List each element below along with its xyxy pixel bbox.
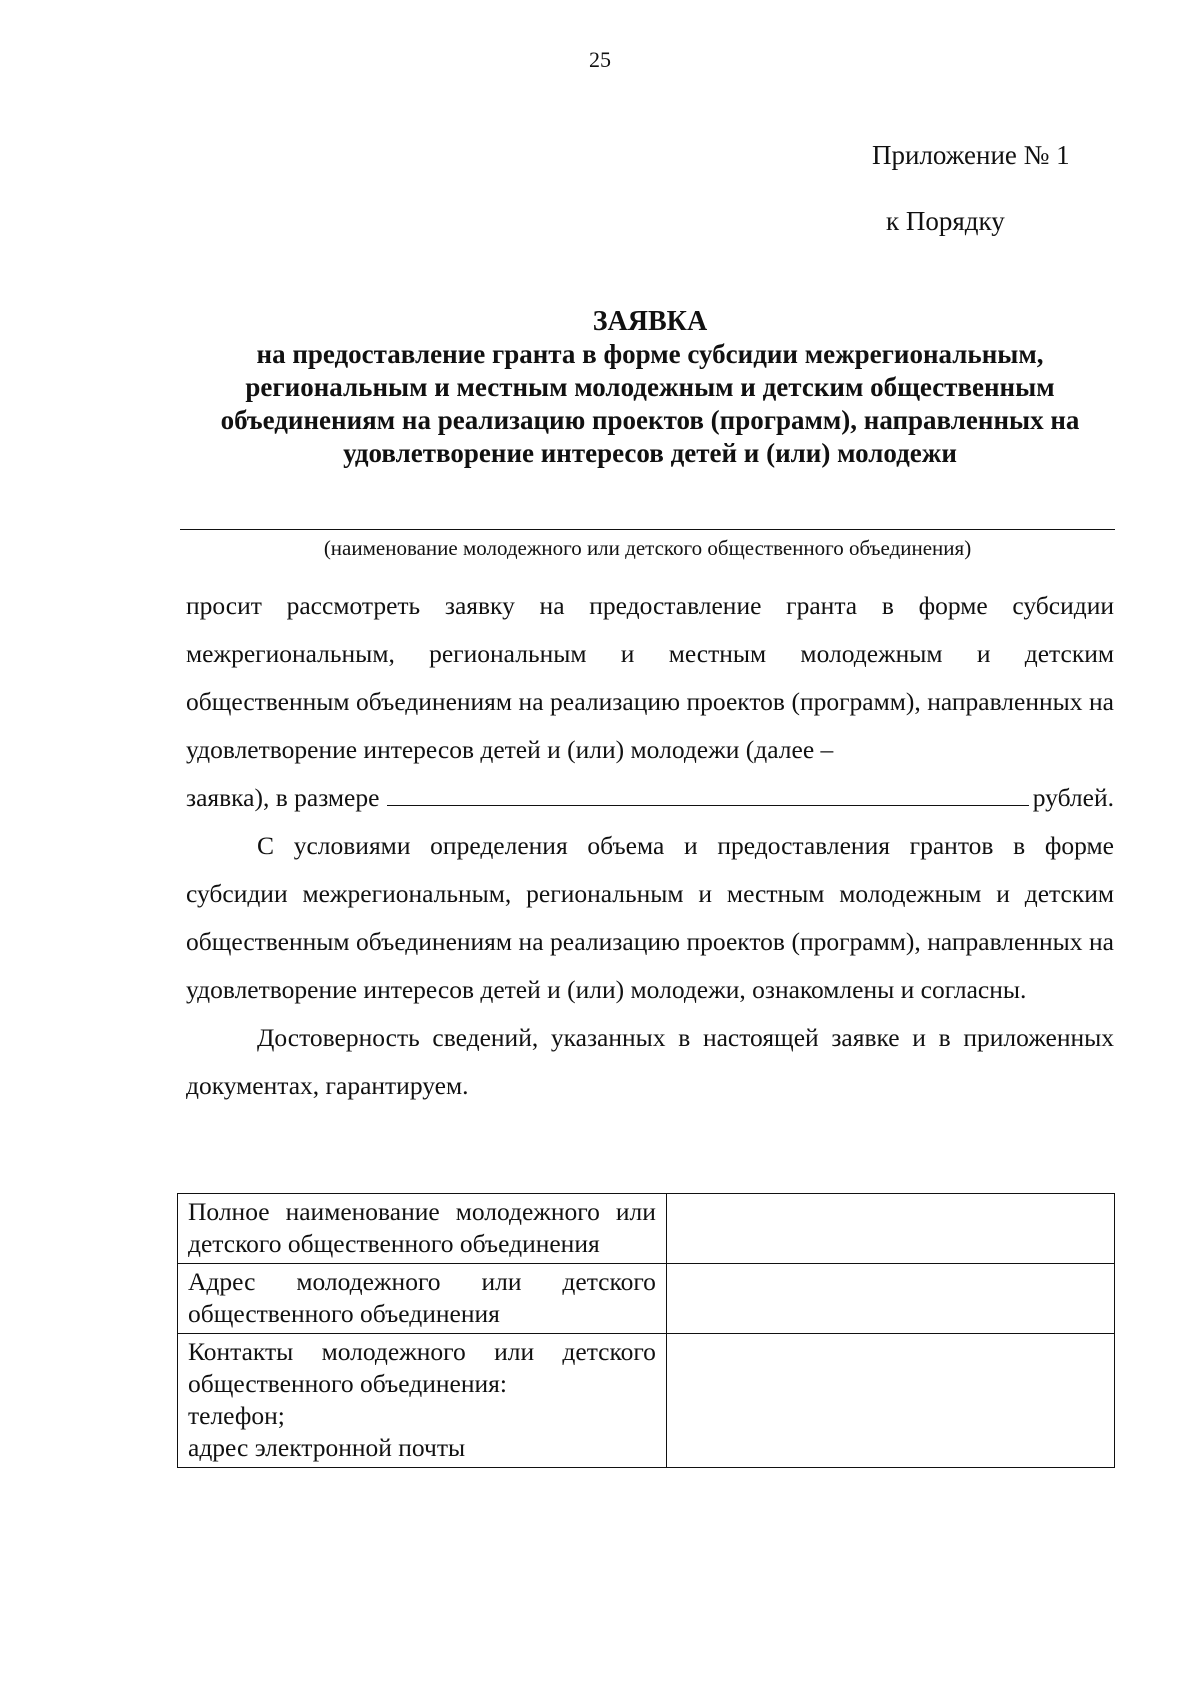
document-title-line-1: на предоставление гранта в форме субсидии межрегиональным, [256, 339, 1044, 369]
table-cell-value [666, 1334, 1114, 1468]
body-text [186, 582, 1114, 1110]
amount-suffix: рублей. [1032, 783, 1114, 812]
conditions-paragraph: С условиями определения объема и предоставления грантов в форме субсидии межрегиональным, региональным и местным молодежным и детским общественным объединениям на реализацию проектов (программ), направленных на удовлетворение интересов детей и (или) молодежи, ознакомлены и согласны. [186, 831, 1114, 1004]
table-row [178, 1264, 1115, 1334]
table-cell-value [666, 1264, 1114, 1334]
appendix-title: Приложение № 1 [872, 140, 1070, 170]
table-cell-label: Адрес молодежного или детского общественного объединения [178, 1264, 667, 1334]
contacts-email-label: адрес электронной почты [188, 1433, 466, 1462]
page-number: 25 [589, 47, 611, 72]
guarantee-paragraph: Достоверность сведений, указанных в настоящей заявке и в приложенных документах, гарантируем. [186, 1023, 1114, 1100]
document-title-line-2: региональным и местным молодежным и детским общественным [245, 372, 1055, 402]
document-title-line-4: удовлетворение интересов детей и (или) молодежи [343, 438, 957, 468]
document-title: ЗАЯВКА [592, 306, 708, 337]
contacts-label: Контакты молодежного или детского общественного объединения: [188, 1337, 656, 1398]
appendix-subtitle: к Порядку [886, 206, 1005, 236]
amount-prefix: заявка), в размере [186, 783, 380, 812]
table-cell-label [178, 1334, 667, 1468]
table-cell-value [666, 1194, 1114, 1264]
amount-blank [387, 783, 1028, 806]
organization-info-table [177, 1193, 1115, 1468]
document-heading [0, 305, 1200, 470]
contacts-phone-label: телефон; [188, 1401, 285, 1430]
document-title-line-3: объединениям на реализацию проектов (программ), направленных на [220, 405, 1080, 435]
amount-line [186, 774, 1114, 822]
table-row [178, 1194, 1115, 1264]
organization-name-blank [180, 529, 1115, 530]
request-paragraph: просит рассмотреть заявку на предоставление гранта в форме субсидии межрегиональным, региональным и местным молодежным и детским общественным объединениям на реализацию проектов (программ), направленных на удовлетворение интересов детей и (или) молодежи (далее – [186, 591, 1114, 764]
table-cell-label: Полное наименование молодежного или детского общественного объединения [178, 1194, 667, 1264]
organization-name-caption: (наименование молодежного или детского общественного объединения) [323, 536, 972, 560]
table-row [178, 1334, 1115, 1468]
